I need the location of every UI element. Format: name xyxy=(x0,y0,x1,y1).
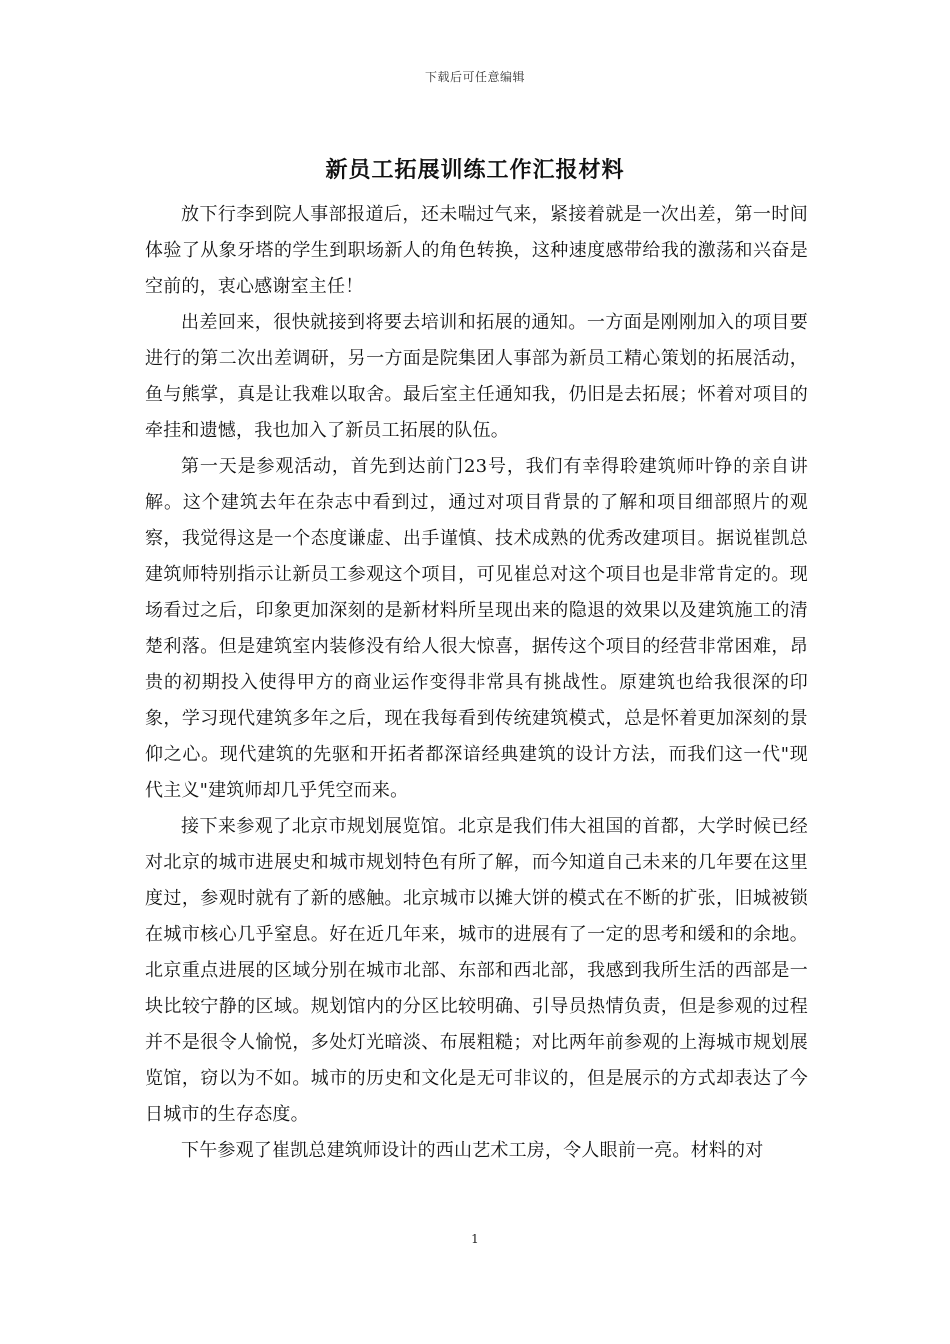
paragraph-1: 放下行李到院人事部报道后，还未喘过气来，紧接着就是一次出差，第一时间体验了从象牙塔的学生到职场新人的角色转换，这种速度感带给我的激荡和兴奋是空前的，衷心感谢室主任！ xyxy=(145,204,808,297)
document-body xyxy=(145,197,808,1169)
paragraph-5: 下午参观了崔凯总建筑师设计的西山艺术工房，令人眼前一亮。材料的对 xyxy=(181,1140,764,1161)
paragraph-2: 出差回来，很快就接到将要去培训和拓展的通知。一方面是刚刚加入的项目要进行的第二次出差调研，另一方面是院集团人事部为新员工精心策划的拓展活动，鱼与熊掌，真是让我难以取舍。最后室主任通知我，仍旧是去拓展；怀着对项目的牵挂和遗憾，我也加入了新员工拓展的队伍。 xyxy=(145,312,808,441)
header-note: 下载后可任意编辑 xyxy=(424,70,525,84)
document-title: 新员工拓展训练工作汇报材料 xyxy=(325,157,625,183)
page-number: 1 xyxy=(471,1232,479,1246)
paragraph-3: 第一天是参观活动，首先到达前门23号，我们有幸得聆建筑师叶铮的亲自讲解。这个建筑去年在杂志中看到过，通过对项目背景的了解和项目细部照片的观察，我觉得这是一个态度谦虚、出手谨慎、技术成熟的优秀改建项目。据说崔凯总建筑师特别指示让新员工参观这个项目，可见崔总对这个项目也是非常肯定的。现场看过之后，印象更加深刻的是新材料所呈现出来的隐退的效果以及建筑施工的清楚利落。但是建筑室内装修没有给人很大惊喜，据传这个项目的经营非常困难，昂贵的初期投入使得甲方的商业运作变得非常具有挑战性。原建筑也给我很深的印象，学习现代建筑多年之后，现在我每看到传统建筑模式，总是怀着更加深刻的景仰之心。现代建筑的先驱和开拓者都深谙经典建筑的设计方法，而我们这一代"现代主义"建筑师却几乎凭空而来。 xyxy=(145,456,808,801)
paragraph-4: 接下来参观了北京市规划展览馆。北京是我们伟大祖国的首都，大学时候已经对北京的城市进展史和城市规划特色有所了解，而今知道自己未来的几年要在这里度过，参观时就有了新的感触。北京城市以摊大饼的模式在不断的扩张，旧城被锁在城市核心几乎窒息。好在近几年来，城市的进展有了一定的思考和缓和的余地。北京重点进展的区域分别在城市北部、东部和西北部，我感到我所生活的西部是一块比较宁静的区域。规划馆内的分区比较明确、引导员热情负责，但是参观的过程并不是很令人愉悦，多处灯光暗淡、布展粗糙；对比两年前参观的上海城市规划展览馆，窃以为不如。城市的历史和文化是无可非议的，但是展示的方式却表达了今日城市的生存态度。 xyxy=(145,816,808,1125)
